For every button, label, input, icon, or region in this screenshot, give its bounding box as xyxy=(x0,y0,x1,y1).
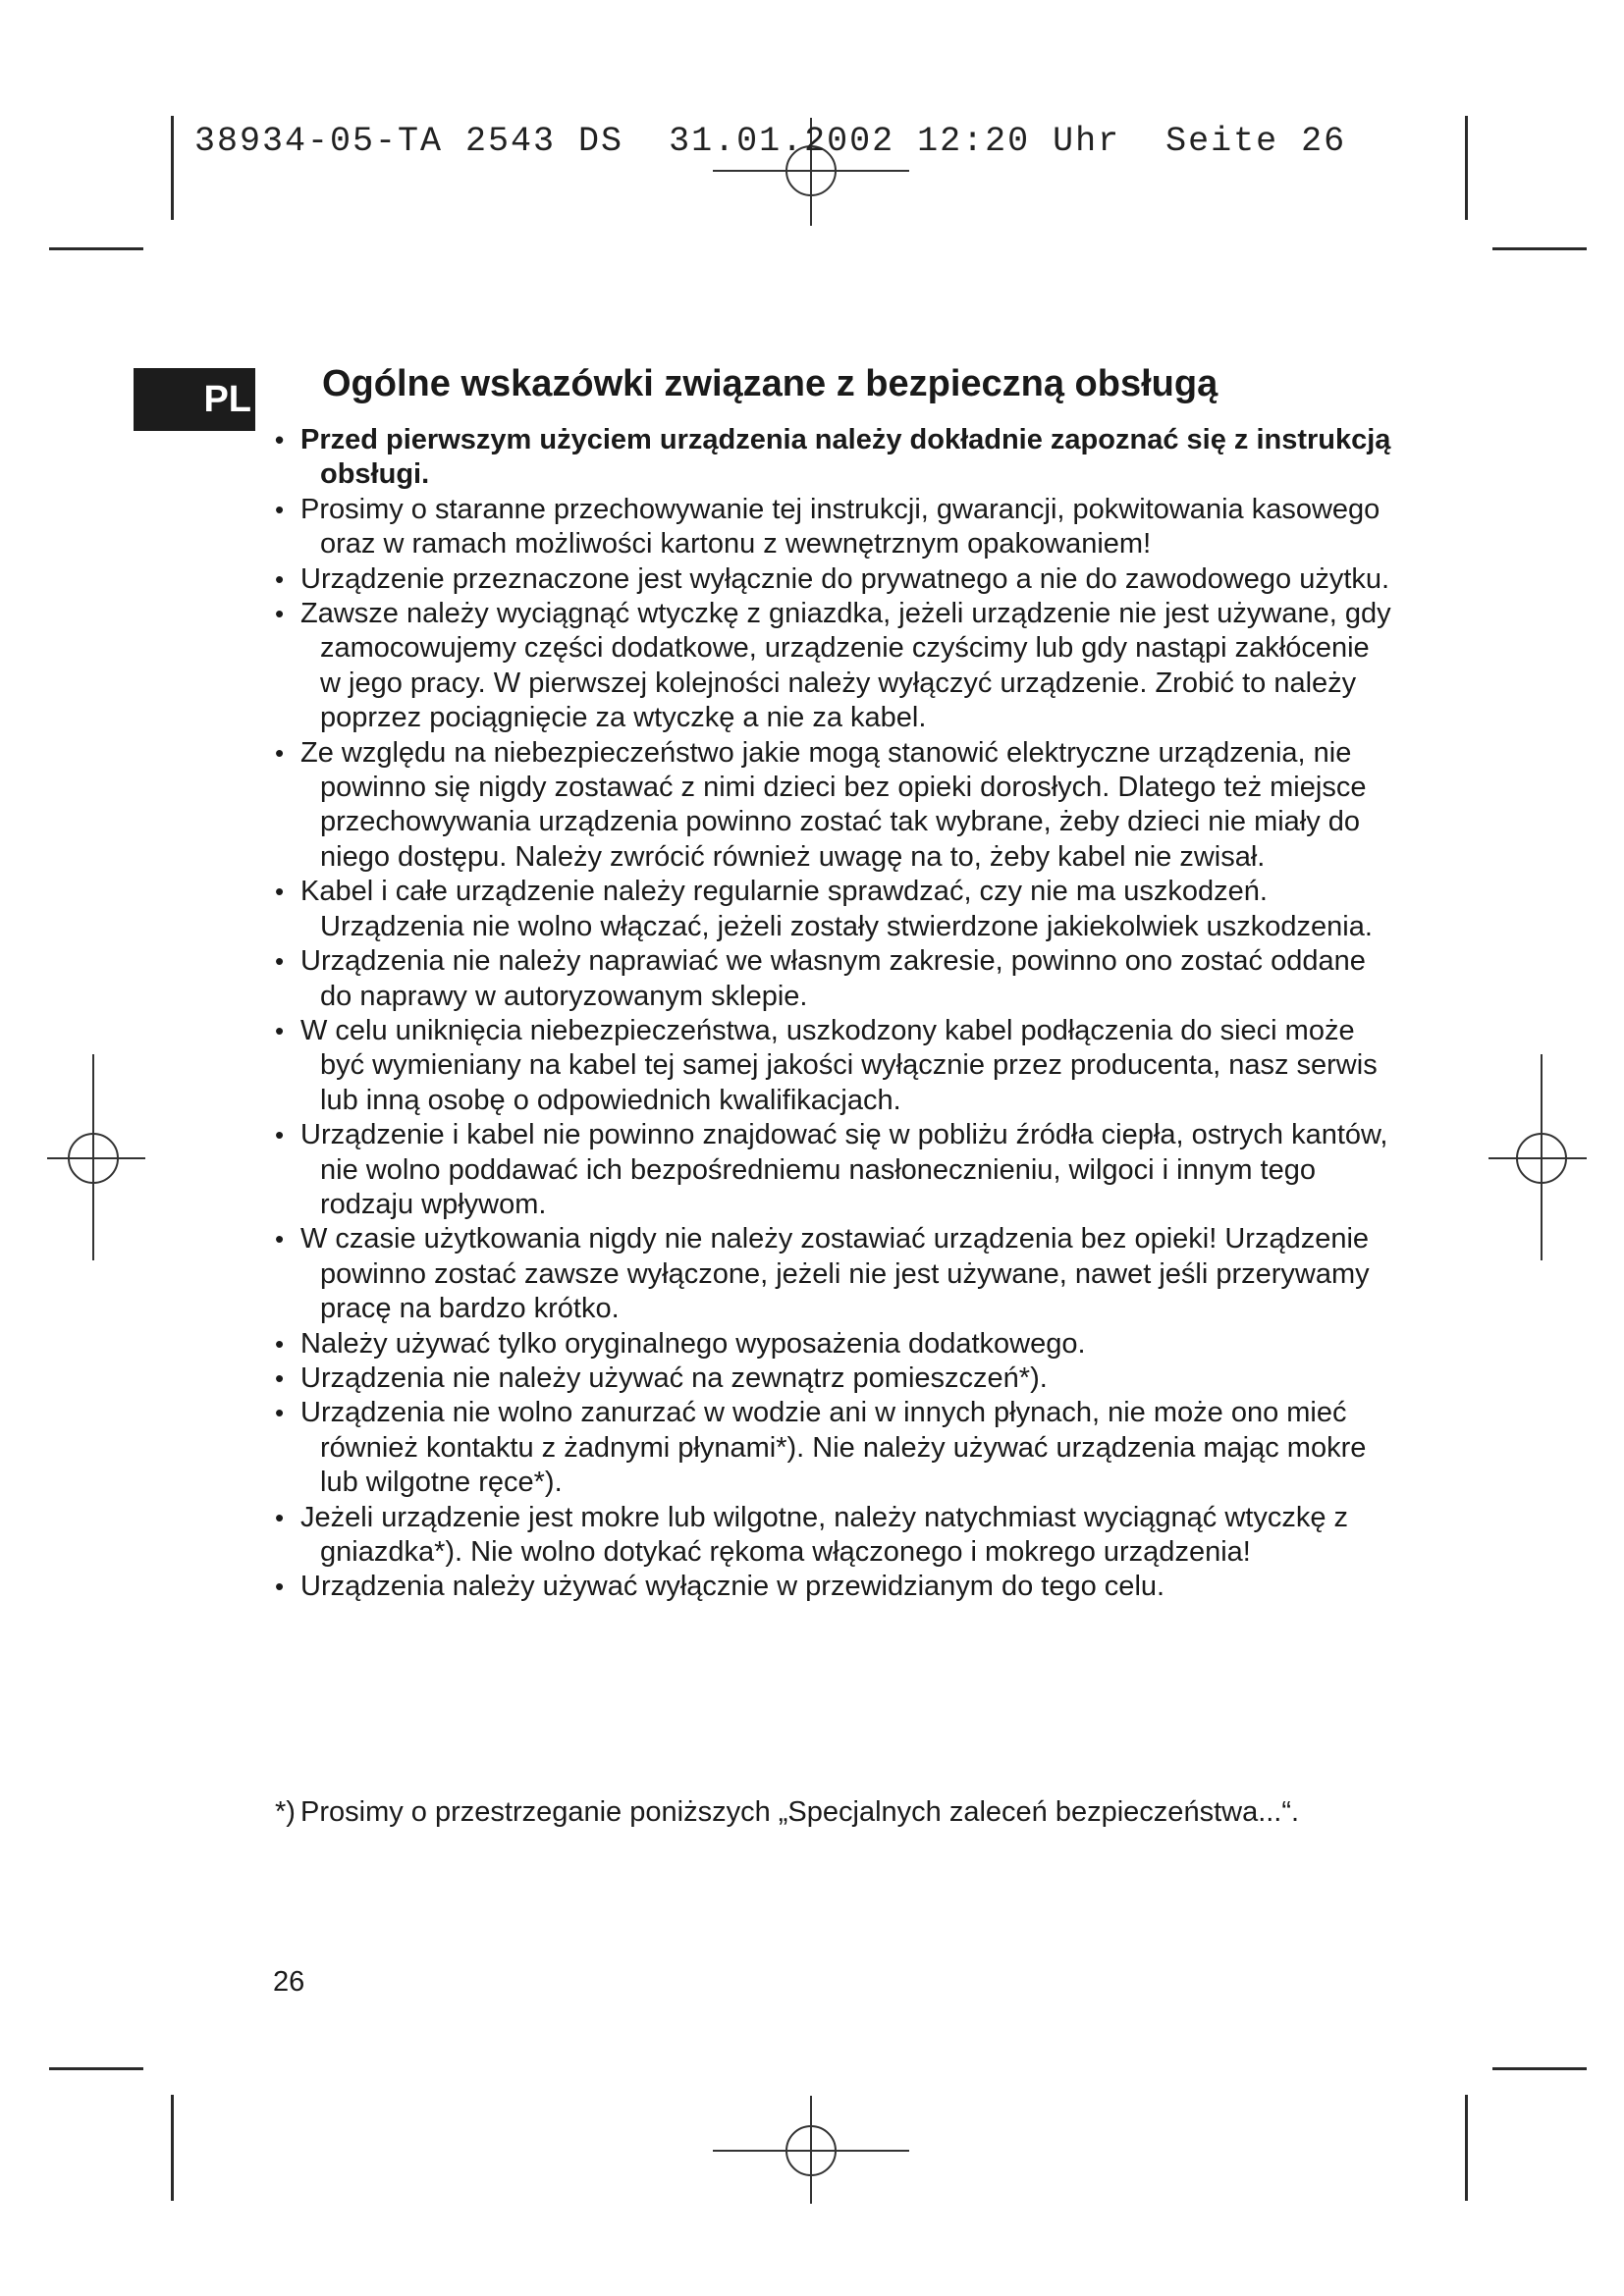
list-item: • W czasie użytkowania nigdy nie należy zostawiać urządzenia bez opieki! Urządzenie powinno zostać zawsze wyłączone, jeżeli nie jest używane, nawet jeśli przerywamy pracę na bardzo krótko. xyxy=(275,1222,1394,1326)
crop-mark-bottom-right-horizontal xyxy=(1492,2067,1587,2070)
footnote-text: Prosimy o przestrzeganie poniższych „Specjalnych zaleceń bezpieczeństwa...“. xyxy=(300,1796,1300,1828)
crop-mark-top-right-vertical xyxy=(1465,116,1468,220)
list-item: • Urządzenia nie wolno zanurzać w wodzie ani w innych płynach, nie może ono mieć również kontaktu z żadnymi płynami*). Nie należy używać urządzenia mając mokre lub wilgotne ręce*). xyxy=(275,1396,1394,1500)
list-item: • Urządzenie przeznaczone jest wyłącznie do prywatnego a nie do zawodowego użytku. xyxy=(275,562,1394,597)
crop-mark-bottom-left-vertical xyxy=(171,2095,174,2201)
footnote-marker: *) xyxy=(275,1796,296,1828)
list-item: • Urządzenia należy używać wyłącznie w przewidzianym do tego celu. xyxy=(275,1570,1394,1604)
crop-mark-top-left-vertical xyxy=(171,116,174,220)
registration-mark-bottom-icon xyxy=(713,2096,909,2204)
list-item: • Urządzenie i kabel nie powinno znajdować się w pobliżu źródła ciepła, ostrych kantów, nie wolno poddawać ich bezpośredniemu nasłonecznieniu, wilgoci i innym tego rodzaju wpływom. xyxy=(275,1118,1394,1222)
list-item: • Zawsze należy wyciągnąć wtyczkę z gniazdka, jeżeli urządzenie nie jest używane, gdy zamocowujemy części dodatkowe, urządzenie czyścimy lub gdy nastąpi zakłócenie w jego pracy. W pierwszej kolejności należy wyłączyć urządzenie. Zrobić to należy poprzez pociągnięcie za wtyczkę a nie za kabel. xyxy=(275,597,1394,736)
registration-mark-right-icon xyxy=(1489,1054,1587,1260)
crop-mark-bottom-right-vertical xyxy=(1465,2095,1468,2201)
list-item: • Urządzenia nie należy naprawiać we własnym zakresie, powinno ono zostać oddane do naprawy w autoryzowanym sklepie. xyxy=(275,944,1394,1014)
page-title: Ogólne wskazówki związane z bezpieczną obsługą xyxy=(322,363,1218,404)
list-item: • Prosimy o staranne przechowywanie tej instrukcji, gwarancji, pokwitowania kasowego oraz w ramach możliwości kartonu z wewnętrznym opakowaniem! xyxy=(275,493,1394,562)
list-item: • Kabel i całe urządzenie należy regularnie sprawdzać, czy nie ma uszkodzeń. Urządzenia nie wolno włączać, jeżeli zostały stwierdzone jakiekolwiek uszkodzenia. xyxy=(275,875,1394,944)
list-item: • Urządzenia nie należy używać na zewnątrz pomieszczeń*). xyxy=(275,1362,1394,1396)
language-tab: PL xyxy=(134,368,255,431)
list-item: • Ze względu na niebezpieczeństwo jakie mogą stanowić elektryczne urządzenia, nie powinno się nigdy zostawać z nimi dzieci bez opieki dorosłych. Dlatego też miejsce przechowywania urządzenia powinno zostać tak wybrane, żeby dzieci nie miały do niego dostępu. Należy zwrócić również uwagę na to, żeby kabel nie zwisał. xyxy=(275,736,1394,876)
list-item: • Należy używać tylko oryginalnego wyposażenia dodatkowego. xyxy=(275,1327,1394,1362)
crop-mark-bottom-left-horizontal xyxy=(49,2067,143,2070)
crop-mark-top-left-horizontal xyxy=(49,247,143,250)
crop-mark-top-right-horizontal xyxy=(1492,247,1587,250)
list-item: • W celu uniknięcia niebezpieczeństwa, uszkodzony kabel podłączenia do sieci może być wymieniany na kabel tej samej jakości wyłącznie przez producenta, nasz serwis lub inną osobę o odpowiednich kwalifikacjach. xyxy=(275,1014,1394,1118)
page-number: 26 xyxy=(273,1966,305,1998)
footnote xyxy=(275,1795,1394,1830)
list-item: • Jeżeli urządzenie jest mokre lub wilgotne, należy natychmiast wyciągnąć wtyczkę z gniazdka*). Nie wolno dotykać rękoma włączonego i mokrego urządzenia! xyxy=(275,1501,1394,1571)
safety-rules-list xyxy=(275,423,1394,1605)
print-slug-header: 38934-05-TA 2543 DS 31.01.2002 12:20 Uhr Seite 26 xyxy=(194,122,1347,161)
registration-mark-left-icon xyxy=(47,1054,145,1260)
list-item: • Przed pierwszym użyciem urządzenia należy dokładnie zapoznać się z instrukcją obsługi. xyxy=(275,423,1394,493)
